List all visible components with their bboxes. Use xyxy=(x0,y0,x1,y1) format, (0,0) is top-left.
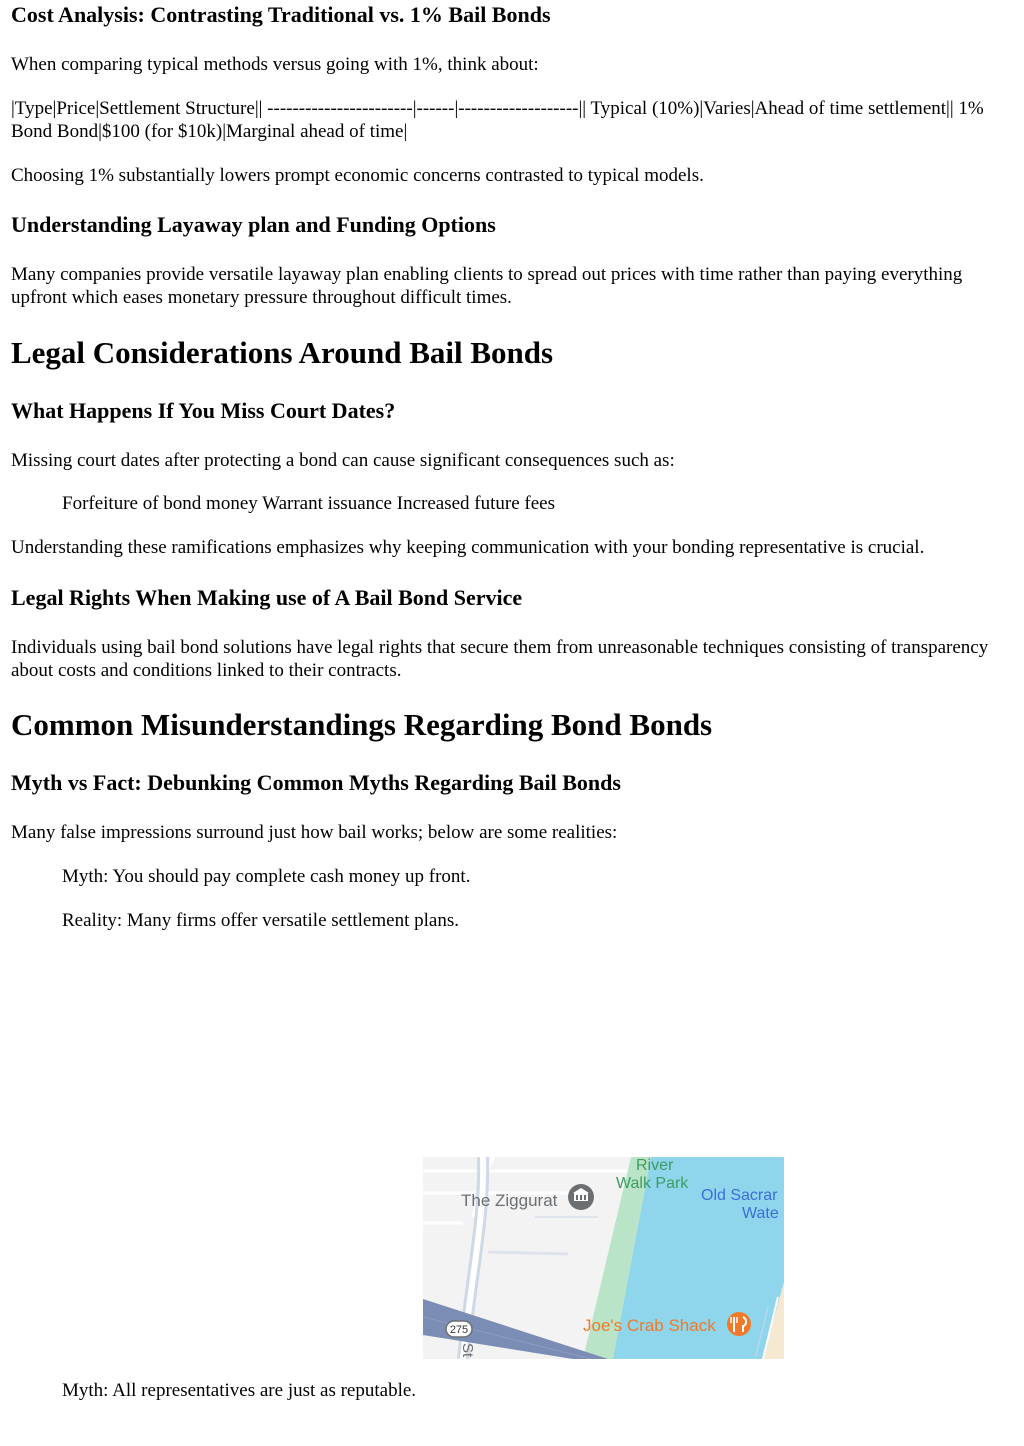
layaway-paragraph: Many companies provide versatile layaway plan enabling clients to spread out prices with time rather than paying everything upfront which eases monetary pressure throughout difficult times. xyxy=(11,264,963,308)
map-label-street: St xyxy=(459,1343,476,1358)
map-canvas xyxy=(423,1157,784,1359)
legal-rights-paragraph: Individuals using bail bond solutions have legal rights that secure them from unreasonable techniques consisting of transparency about costs and conditions linked to their contracts. xyxy=(11,637,989,681)
map-label-waterfront: Wate xyxy=(742,1205,779,1222)
layaway-heading: Understanding Layaway plan and Funding Options xyxy=(11,212,496,237)
restaurant-icon[interactable] xyxy=(727,1312,751,1336)
miss-court-heading: What Happens If You Miss Court Dates? xyxy=(11,398,396,423)
map-label-park-line2: Walk Park xyxy=(616,1175,689,1192)
route-number: 275 xyxy=(449,1324,469,1336)
legal-considerations-heading: Legal Considerations Around Bail Bonds xyxy=(11,335,554,370)
misunderstandings-heading: Common Misunderstandings Regarding Bond Bonds xyxy=(11,707,713,742)
map-label-joes-crab-shack: Joe's Crab Shack xyxy=(583,1316,716,1335)
miss-court-intro: Missing court dates after protecting a bond can cause significant consequences such as: xyxy=(11,450,675,471)
myth-item-1: Myth: You should pay complete cash money up front. xyxy=(62,866,471,887)
cost-conclusion-paragraph: Choosing 1% substantially lowers prompt economic concerns contrasted to typical models. xyxy=(11,165,704,186)
miss-court-list: Forfeiture of bond money Warrant issuance Increased future fees xyxy=(62,493,555,514)
legal-rights-heading: Legal Rights When Making use of A Bail Bond Service xyxy=(11,585,523,610)
myth-intro-paragraph: Many false impressions surround just how bail works; below are some realities: xyxy=(11,822,618,843)
reality-item-1: Reality: Many firms offer versatile settlement plans. xyxy=(62,910,459,931)
cost-analysis-heading: Cost Analysis: Contrasting Traditional vs. 1% Bail Bonds xyxy=(11,2,551,27)
myth-vs-fact-heading: Myth vs Fact: Debunking Common Myths Regarding Bail Bonds xyxy=(11,770,621,795)
map-label-old-sacramento: Old Sacrar xyxy=(701,1187,778,1204)
map-label-park-line1: River xyxy=(636,1157,674,1174)
miss-court-conclusion: Understanding these ramifications emphasizes why keeping communication with your bonding representative is crucial. xyxy=(11,537,925,558)
map-embed[interactable] xyxy=(423,1157,784,1359)
myth-item-2: Myth: All representatives are just as reputable. xyxy=(62,1380,417,1401)
cost-table-text: |Type|Price|Settlement Structure|| -----------------------|------|-------------------|| Typical (10%)|Varies|Ahead of time settlement|| 1% Bond Bond|$100 (for $10k)|Marginal ahead of time| xyxy=(11,98,984,142)
route-shield-icon xyxy=(446,1321,472,1337)
map-label-ziggurat: The Ziggurat xyxy=(461,1191,558,1210)
cost-intro-paragraph: When comparing typical methods versus going with 1%, think about: xyxy=(11,54,539,75)
ziggurat-poi[interactable] xyxy=(568,1184,594,1210)
